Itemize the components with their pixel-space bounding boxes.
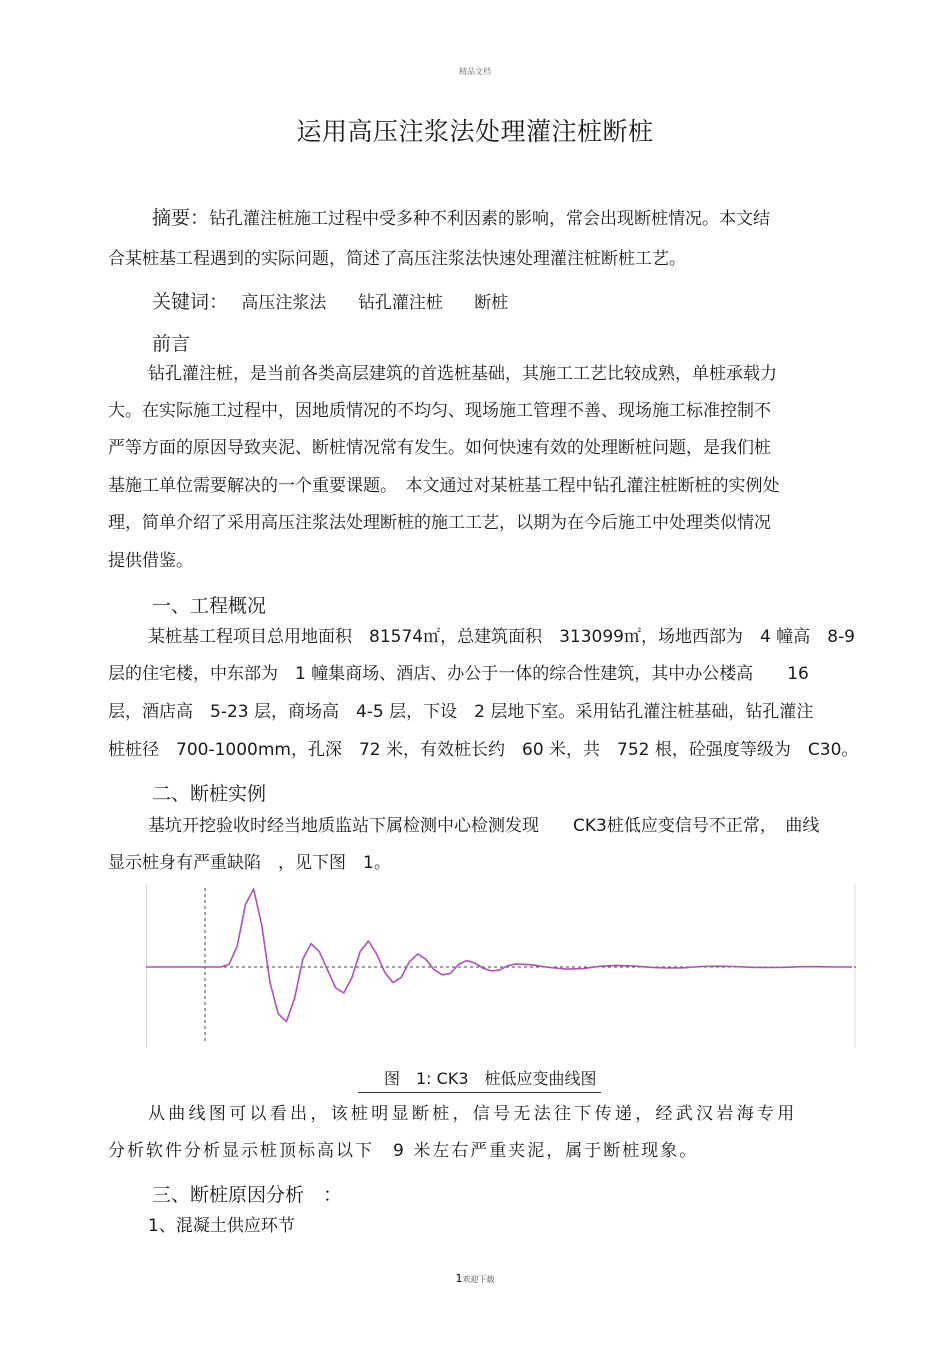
page-footer: [0, 1272, 950, 1285]
preface-heading: 前言: [152, 333, 191, 355]
preface-line-5: 理，简单介绍了采用高压注浆法处理断桩的施工工艺，以期为在今后施工中处理类似情况: [108, 513, 771, 533]
footer-text: 欢迎下载: [462, 1275, 495, 1284]
preface-line-6: 提供借鉴。: [108, 551, 193, 571]
signal-curve: [146, 889, 852, 1022]
keywords-label: 关键词：: [152, 291, 229, 313]
section2-heading: 二、断桩实例: [152, 783, 267, 805]
abstract-label: 摘要：: [152, 207, 210, 229]
keyword-3: 断桩: [474, 293, 509, 313]
keywords-row: [152, 290, 508, 315]
section2-line-1: 基坑开挖验收时经当地质监站下属检测中心检测发现 CK3桩低应变信号不正常， 曲线: [148, 816, 820, 836]
analysis-line-1: 从曲线图可以看出，该桩明显断桩，信号无法往下传递，经武汉岩海专用: [148, 1104, 798, 1124]
preface-line-1: 钻孔灌注桩，是当前各类高层建筑的首选桩基础，其施工工艺比较成熟，单桩承载力: [148, 364, 777, 384]
page-number: 1: [455, 1272, 463, 1285]
analysis-line-2: 分析软件分析显示桩顶标高以下 9 米左右严重夹泥，属于断桩现象。: [108, 1141, 699, 1161]
page-header: 精品文档: [459, 67, 491, 76]
abstract-line-2: 合某桩基工程遇到的实际问题，简述了高压注浆法快速处理灌注桩断桩工艺。: [108, 249, 686, 269]
preface-line-4: 基施工单位需要解决的一个重要课题。 本文通过对某桩基工程中钻孔灌注桩断桩的实例处: [108, 476, 780, 496]
keyword-2: 钻孔灌注桩: [357, 293, 443, 313]
section1-line-4: 桩桩径 700-1000mm，孔深 72 米，有效桩长约 60 米，共 752 根，砼强度等级为 C30。: [108, 740, 859, 760]
abstract-text-1: 钻孔灌注桩施工过程中受多种不利因素的影响，常会出现断桩情况。本文结: [209, 209, 771, 229]
figure-caption: 图 1: CK3 桩低应变曲线图: [358, 1066, 601, 1093]
low-strain-curve-chart: [146, 884, 856, 1048]
section1-line-3: 层，酒店高 5-23 层，商场高 4-5 层，下设 2 层地下室。采用钻孔灌注桩基础，钻孔灌注: [108, 702, 814, 722]
section3-sub1: 1、混凝土供应环节: [148, 1216, 295, 1236]
section3-heading: 三、断桩原因分析 ：: [152, 1184, 343, 1206]
section1-heading: 一、工程概况: [152, 595, 267, 617]
preface-line-2: 大。在实际施工过程中，因地质情况的不均匀、现场施工管理不善、现场施工标准控制不: [108, 401, 771, 421]
section1-line-1: 某桩基工程项目总用地面积 81574㎡，总建筑面积 313099㎡，场地西部为 4 幢高 8-9: [148, 627, 855, 647]
section2-line-2: 显示桩身有严重缺陷 ，见下图 1。: [108, 853, 391, 873]
abstract-line-1: [152, 206, 770, 231]
section1-line-2: 层的住宅楼，中东部为 1 幢集商场、酒店、办公于一体的综合性建筑，其中办公楼高 16: [108, 664, 809, 684]
keyword-1: 高压注浆法: [241, 293, 327, 313]
preface-line-3: 严等方面的原因导致夹泥、断桩情况常有发生。如何快速有效的处理断桩问题，是我们桩: [108, 438, 771, 458]
document-title: 运用高压注浆法处理灌注桩断桩: [296, 117, 654, 146]
